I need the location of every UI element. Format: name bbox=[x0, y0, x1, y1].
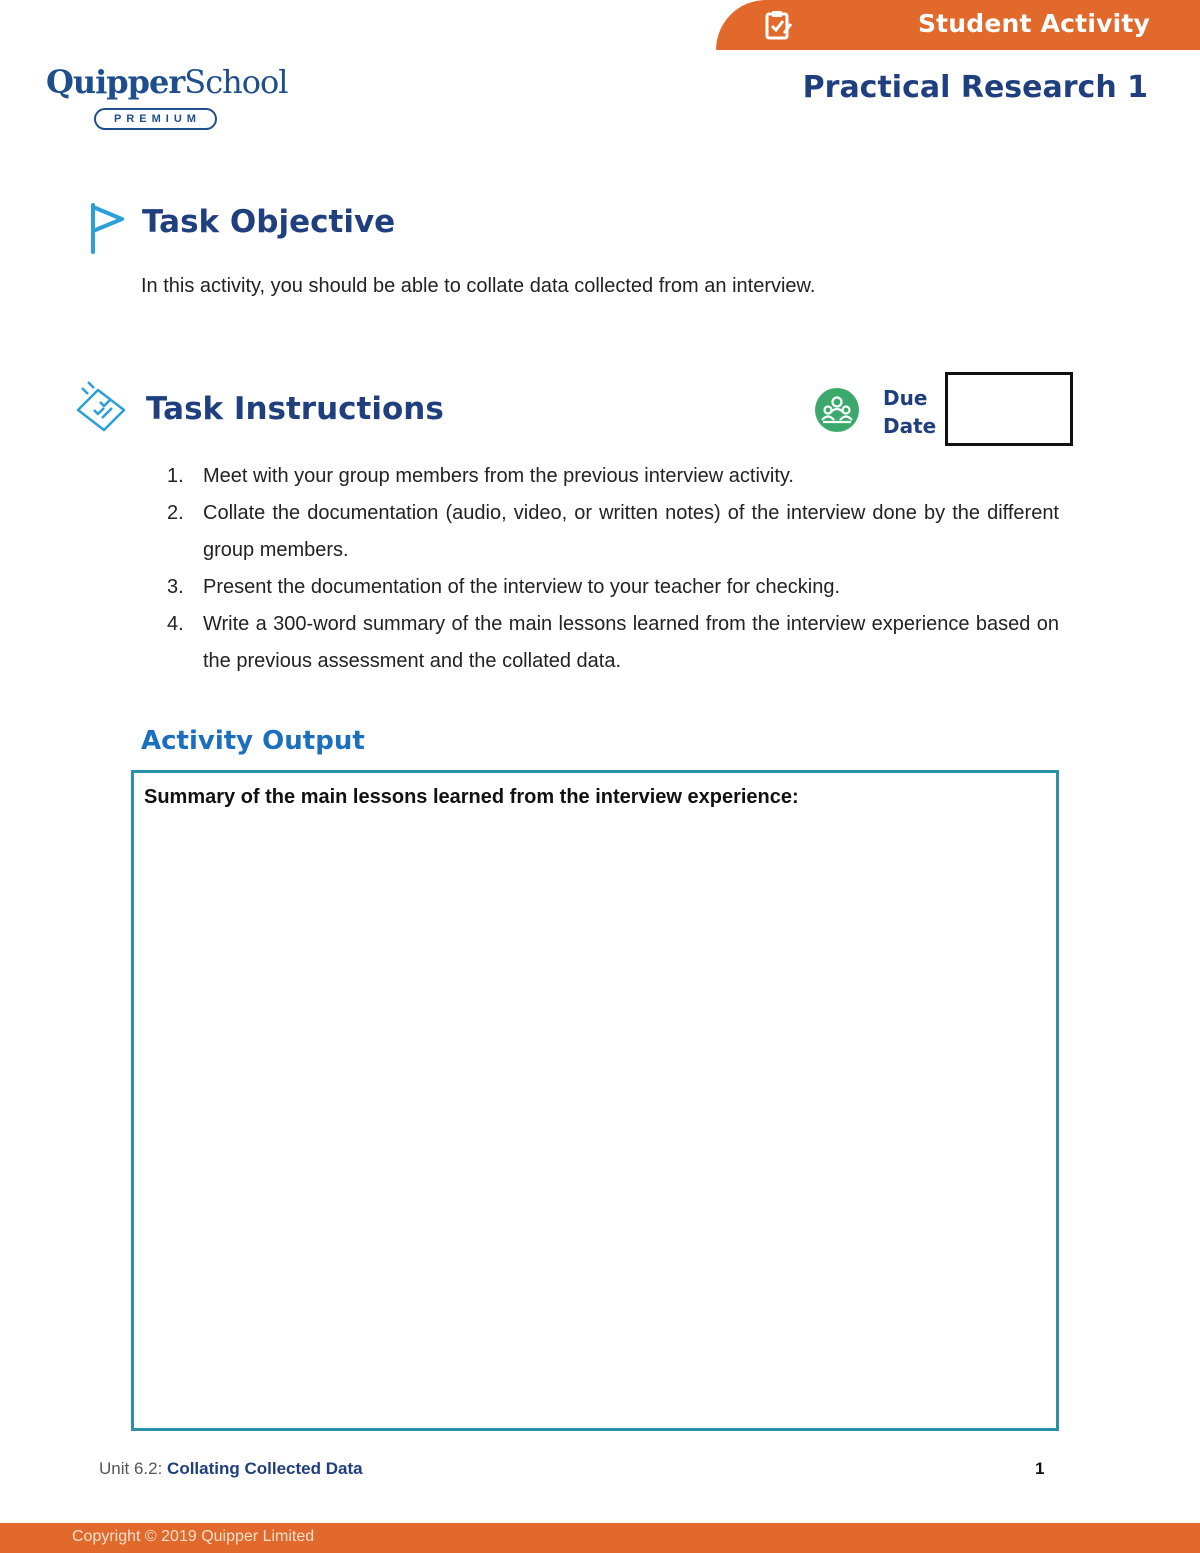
list-item: 3. Present the documentation of the interview to your teacher for checking. bbox=[167, 576, 841, 598]
copyright-bar bbox=[0, 1523, 1200, 1553]
due-date-label: Due Date bbox=[883, 386, 937, 438]
group-icon bbox=[815, 388, 859, 432]
activity-output-heading: Activity Output bbox=[141, 726, 365, 756]
subject-title: Practical Research 1 bbox=[802, 70, 1148, 105]
list-item: 4. Write a 300-word summary of the main lessons learned from the interview experience based on the previous assessment and the collated data. bbox=[167, 613, 1059, 672]
copyright-text: Copyright © 2019 Quipper Limited bbox=[72, 1528, 315, 1545]
list-item: 2. Collate the documentation (audio, video, or written notes) of the interview done by the different group members. bbox=[167, 502, 1059, 561]
footer-unit: Unit 6.2: Collating Collected Data bbox=[99, 1459, 363, 1478]
clipboard-check-icon bbox=[764, 9, 794, 41]
logo-brand-regular: School bbox=[184, 63, 288, 101]
instruction-list bbox=[167, 458, 1059, 680]
activity-output-box[interactable] bbox=[131, 770, 1059, 1431]
checklist-icon bbox=[74, 380, 128, 436]
student-activity-label: Student Activity bbox=[917, 9, 1150, 38]
student-activity-tab bbox=[716, 0, 1200, 50]
task-objective-text: In this activity, you should be able to collate data collected from an interview. bbox=[141, 275, 816, 297]
page-number: 1 bbox=[1035, 1459, 1045, 1478]
logo-brand-bold: Quipper bbox=[46, 63, 185, 101]
task-objective-heading: Task Objective bbox=[142, 204, 396, 240]
task-instructions-heading: Task Instructions bbox=[146, 391, 444, 427]
footer-unit-title: Collating Collected Data bbox=[167, 1459, 363, 1478]
output-box-label: Summary of the main lessons learned from the interview experience: bbox=[144, 786, 799, 808]
due-date-field[interactable] bbox=[945, 372, 1073, 446]
logo-tier-badge: PREMIUM bbox=[94, 108, 217, 130]
list-item: 1. Meet with your group members from the previous interview activity. bbox=[167, 465, 794, 487]
quipper-school-logo bbox=[46, 64, 286, 139]
flag-icon bbox=[88, 202, 128, 254]
